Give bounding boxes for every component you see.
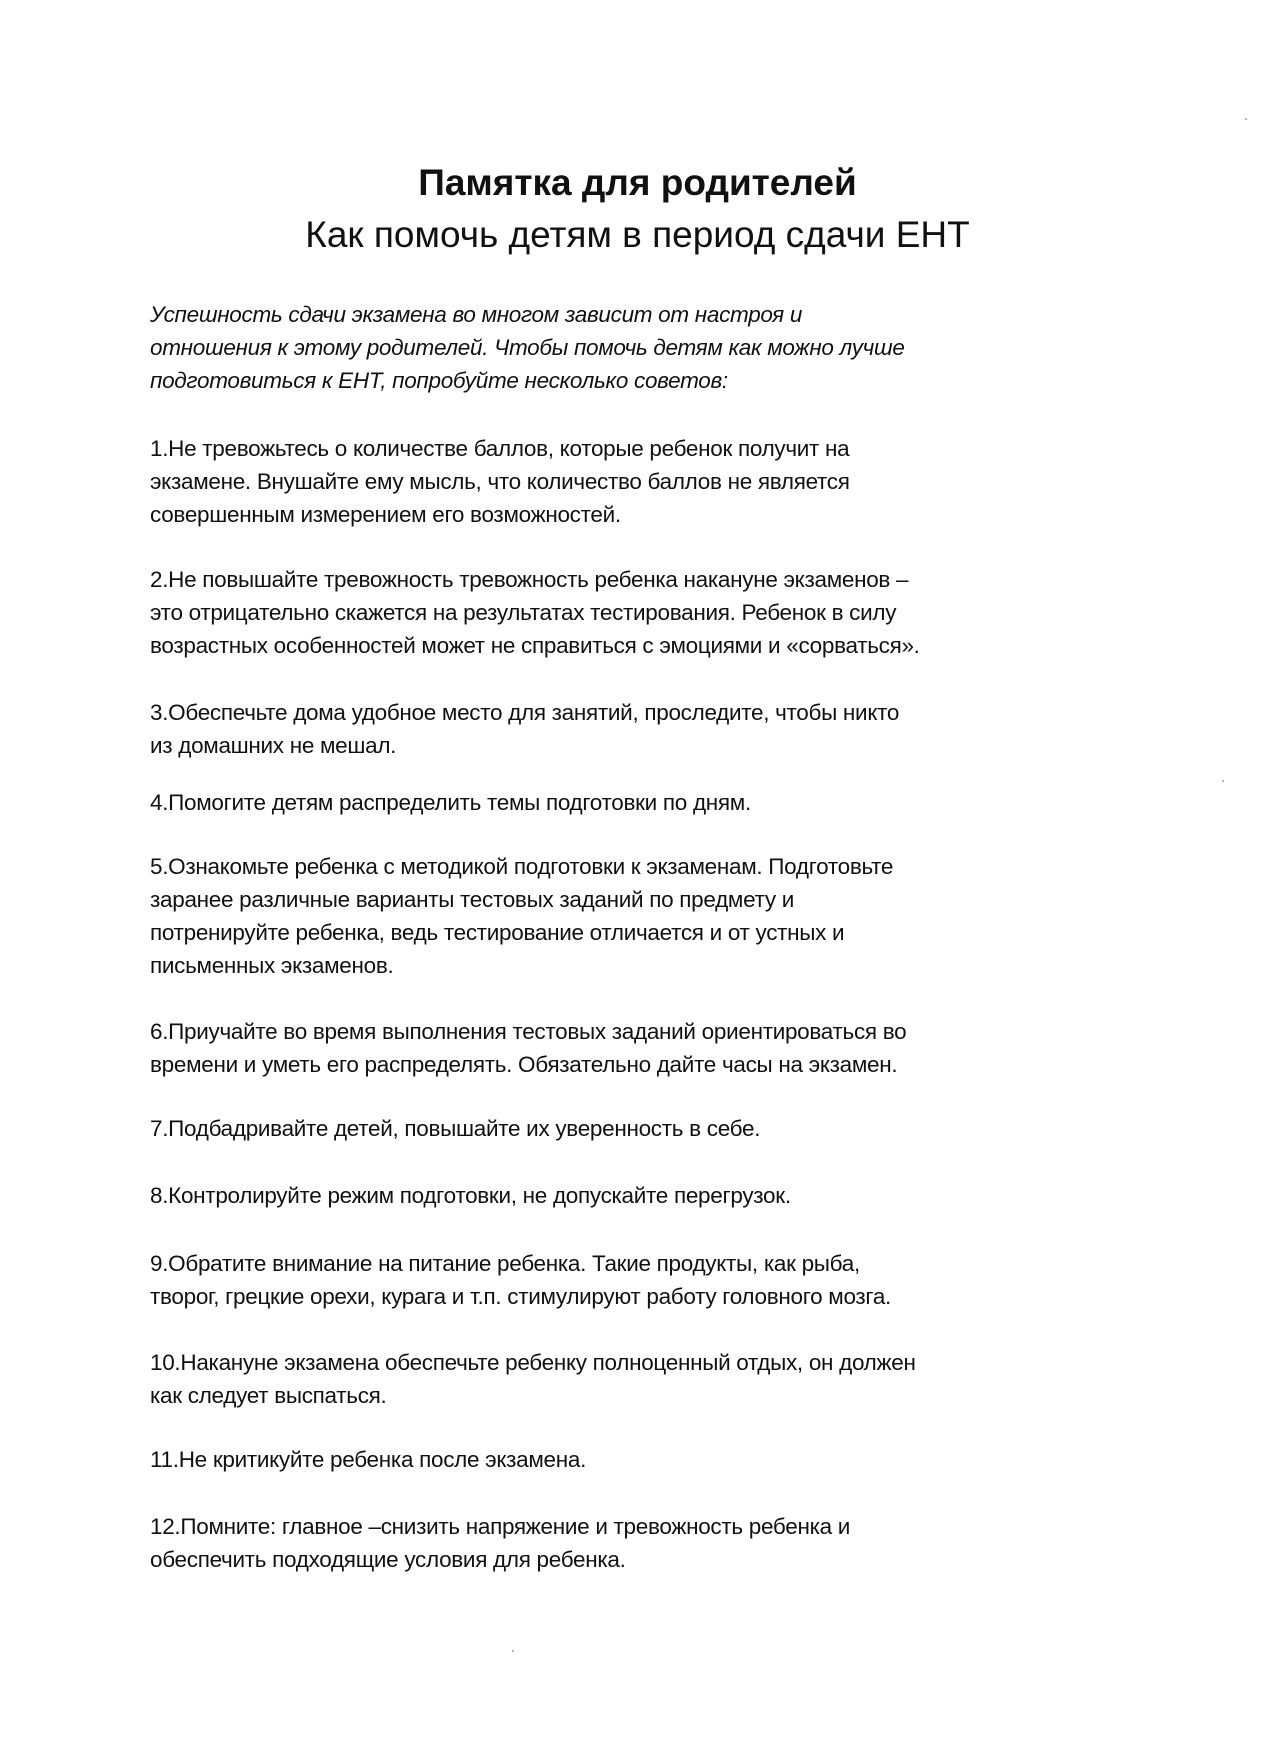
tip-line: потренируйте ребенка, ведь тестирование отличается и от устных и: [150, 920, 845, 945]
intro-line: Успешность сдачи экзамена во многом зависит от настроя и: [150, 302, 803, 327]
tip-line: 10.Накануне экзамена обеспечьте ребенку полноценный отдых, он должен: [150, 1350, 916, 1375]
tip-8: [150, 1179, 1080, 1212]
intro-paragraph: [150, 298, 1070, 397]
scan-speck: [1245, 118, 1247, 120]
tip-6: [150, 1015, 1080, 1081]
tip-line: совершенным измерением его возможностей.: [150, 502, 621, 527]
tip-line: заранее различные варианты тестовых заданий по предмету и: [150, 887, 794, 912]
tip-line: возрастных особенностей может не справиться с эмоциями и «сорваться».: [150, 633, 920, 658]
tip-line: 1.Не тревожьтесь о количестве баллов, которые ребенок получит на: [150, 436, 850, 461]
tip-line: времени и уметь его распределять. Обязательно дайте часы на экзамен.: [150, 1052, 898, 1077]
tip-line: 12.Помните: главное –снизить напряжение и тревожность ребенка и: [150, 1514, 851, 1539]
tip-line: 9.Обратите внимание на питание ребенка. Такие продукты, как рыба,: [150, 1251, 860, 1276]
tip-line: 8.Контролируйте режим подготовки, не допускайте перегрузок.: [150, 1183, 791, 1208]
tip-line: экзамене. Внушайте ему мысль, что количество баллов не является: [150, 469, 850, 494]
tip-1: [150, 432, 1080, 531]
tip-line: 6.Приучайте во время выполнения тестовых заданий ориентироваться во: [150, 1019, 907, 1044]
tip-11: [150, 1443, 1080, 1476]
tip-10: [150, 1346, 1080, 1412]
tip-line: творог, грецкие орехи, курага и т.п. стимулируют работу головного мозга.: [150, 1284, 891, 1309]
tip-line: 5.Ознакомьте ребенка с методикой подготовки к экзаменам. Подготовьте: [150, 854, 894, 879]
tip-line: письменных экзаменов.: [150, 953, 394, 978]
page-subtitle: Как помочь детям в период сдачи ЕНТ: [305, 214, 970, 255]
tip-line: из домашних не мешал.: [150, 733, 397, 758]
intro-line: отношения к этому родителей. Чтобы помочь детям как можно лучше: [150, 335, 905, 360]
page-title: Памятка для родителей: [418, 162, 857, 203]
tip-line: 11.Не критикуйте ребенка после экзамена.: [150, 1447, 587, 1472]
tip-line: обеспечить подходящие условия для ребенка.: [150, 1547, 626, 1572]
tip-line: 2.Не повышайте тревожность тревожность ребенка накануне экзаменов –: [150, 567, 909, 592]
tip-line: 4.Помогите детям распределить темы подготовки по дням.: [150, 790, 751, 815]
tip-12: [150, 1510, 1080, 1576]
scan-speck: [512, 1650, 514, 1652]
tip-line: это отрицательно скажется на результатах тестирования. Ребенок в силу: [150, 600, 897, 625]
tip-7: [150, 1112, 1080, 1145]
intro-line: подготовиться к ЕНТ, попробуйте несколько советов:: [150, 368, 728, 393]
tip-3: [150, 696, 1080, 762]
tip-line: как следует выспаться.: [150, 1383, 387, 1408]
scan-speck: [1222, 780, 1224, 782]
tip-line: 7.Подбадривайте детей, повышайте их уверенность в себе.: [150, 1116, 761, 1141]
tip-2: [150, 563, 1080, 662]
tip-line: 3.Обеспечьте дома удобное место для занятий, проследите, чтобы никто: [150, 700, 900, 725]
tip-5: [150, 850, 1080, 982]
tip-4: [150, 786, 1080, 819]
tip-9: [150, 1247, 1080, 1313]
